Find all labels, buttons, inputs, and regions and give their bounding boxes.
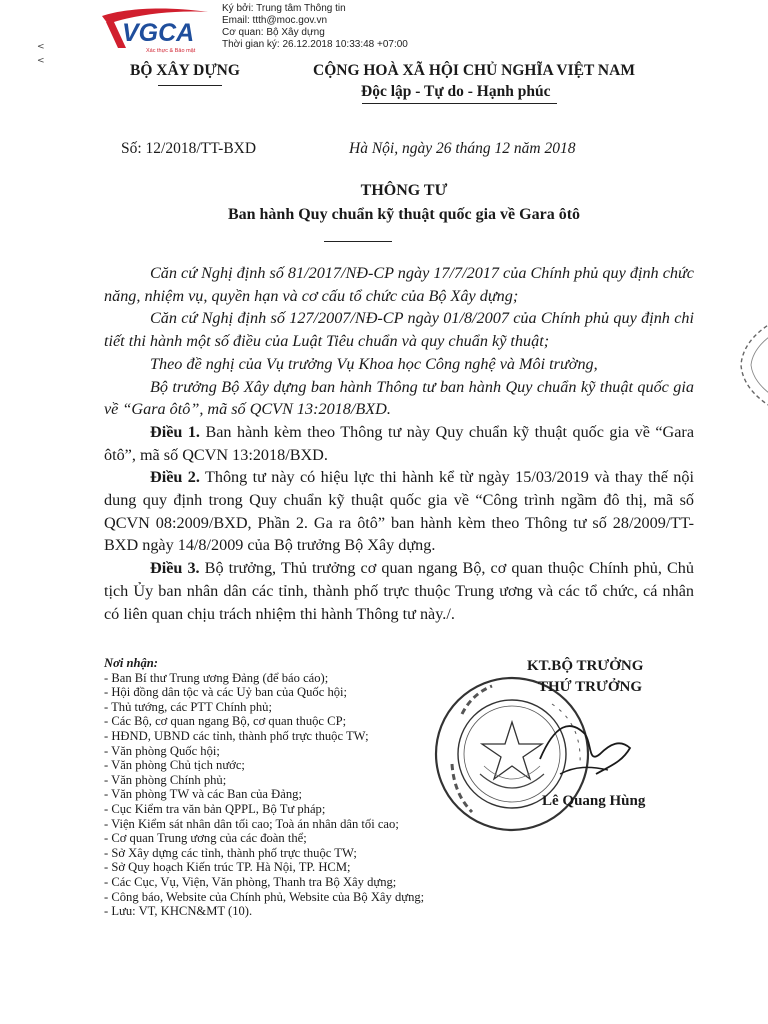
recipient-item: - Cục Kiểm tra văn bản QPPL, Bộ Tư pháp; [104,801,326,816]
signing-time: Thời gian ký: 26.12.2018 10:33:48 +07:00 [222,39,408,50]
recipient-item: - Lưu: VT, KHCN&MT (10). [104,904,253,919]
recipients-list [104,656,434,919]
signer-title-minister: KT.BỘ TRƯỞNG [527,658,644,674]
article-1 [104,421,694,466]
legal-basis-4: Bộ trưởng Bộ Xây dựng ban hành Thông tư ban hành Quy chuẩn kỹ thuật quốc gia về “Gara ôtô”, mã số QCVN 13:2018/BXD. [104,377,694,419]
partial-seal-edge [735,320,768,410]
subject-underline [324,241,392,242]
recipient-item: - Công báo, Website của Chính phủ, Website của Bộ Xây dựng; [104,889,425,904]
article-3-label: Điều 3. [150,559,200,578]
handwritten-signature [530,704,650,794]
recipients-heading: Nơi nhận: [104,656,159,670]
article-2-label: Điều 2. [150,468,200,487]
legal-basis-1: Căn cứ Nghị định số 81/2017/NĐ-CP ngày 17/7/2017 của Chính phủ quy định chức năng, nhiệm vụ, quyền hạn và cơ cấu tổ chức của Bộ Xây dựng; [104,264,694,305]
national-motto: Độc lập - Tự do - Hạnh phúc [361,83,551,100]
document-subject: Ban hành Quy chuẩn kỹ thuật quốc gia về Gara ôtô [227,206,581,223]
article-3-text: Bộ trưởng, Thủ trưởng cơ quan ngang Bộ, cơ quan thuộc Chính phủ, Chủ tịch Ủy ban nhân dân các tỉnh, thành phố trực thuộc Trung ương và các tổ chức, cá nhân có liên quan chịu trách nhiệm thi hành Thông tư này./. [104,559,694,623]
article-2 [104,466,694,557]
recipient-item: - Văn phòng Chủ tịch nước; [104,758,245,773]
document-body [104,262,694,625]
margin-mark: < [37,42,45,52]
signer-agency: Cơ quan: Bộ Xây dựng [222,27,325,38]
place-date: Hà Nội, ngày 26 tháng 12 năm 2018 [349,140,576,157]
recipient-item: - Sở Quy hoạch Kiến trúc TP. Hà Nội, TP. HCM; [104,860,351,875]
article-1-text: Ban hành kèm theo Thông tư này Quy chuẩn kỹ thuật quốc gia về “Gara ôtô”, mã số QCVN 13:2018/BXD. [104,422,695,464]
recipient-item: - Văn phòng Chính phủ; [104,772,227,787]
recipient-item: - Viện Kiểm sát nhân dân tối cao; Toà án nhân dân tối cao; [104,816,399,831]
logo-text: VGCA [122,19,195,47]
signer-email: Email: ttth@moc.gov.vn [222,15,327,26]
national-title: CỘNG HOÀ XÃ HỘI CHỦ NGHĨA VIỆT NAM [313,62,635,79]
document-type: THÔNG TƯ [360,182,448,199]
recipient-item: - Các Bộ, cơ quan ngang Bộ, cơ quan thuộc CP; [104,714,347,729]
recipient-item: - Sở Xây dựng các tỉnh, thành phố trực thuộc TW; [104,845,357,860]
motto-underline [362,103,557,104]
article-2-text: Thông tư này có hiệu lực thi hành kể từ ngày 15/03/2019 và thay thế nội dung quy định trong Quy chuẩn kỹ thuật quốc gia về “Công trình ngầm đô thị, mã số QCVN 08:2009/BXD, Phần 2. Ga ra ôtô” ban hành kèm theo Thông tư số 28/2009/TT-BXD ngày 14/8/2009 của Bộ trưởng Bộ Xây dựng. [104,468,694,555]
signer-title-deputy: THỨ TRƯỞNG [538,679,643,695]
logo-tagline: Xác thực & Bảo mật [146,48,196,54]
issuing-agency: BỘ XÂY DỰNG [130,62,240,79]
article-1-label: Điều 1. [150,422,200,441]
recipient-item: - HĐND, UBND các tỉnh, thành phố trực thuộc TW; [104,728,369,743]
recipient-item: - Văn phòng TW và các Ban của Đảng; [104,787,302,802]
recipient-item: - Thủ tướng, các PTT Chính phủ; [104,699,272,714]
agency-underline [158,85,222,86]
recipient-item: - Hội đồng dân tộc và các Uỷ ban của Quốc hội; [104,685,348,700]
legal-basis-2: Căn cứ Nghị định số 127/2007/NĐ-CP ngày 01/8/2007 của Chính phủ quy định chi tiết thi hành một số điều của Luật Tiêu chuẩn và quy chuẩn kỹ thuật; [104,309,694,351]
margin-mark: < [37,56,45,66]
article-3 [104,557,694,625]
vgca-logo [96,4,224,56]
recipient-item: - Văn phòng Quốc hội; [104,743,220,758]
document-number: Số: 12/2018/TT-BXD [121,140,257,157]
legal-basis-3: Theo đề nghị của Vụ trưởng Vụ Khoa học Công nghệ và Môi trường, [150,354,598,373]
recipient-item: - Ban Bí thư Trung ương Đảng (để báo cáo); [104,670,329,685]
digital-signature-info [222,3,408,51]
recipient-item: - Các Cục, Vụ, Viện, Văn phòng, Thanh tra Bộ Xây dựng; [104,874,397,889]
signer-name: Lê Quang Hùng [542,793,646,809]
signed-by: Ký bởi: Trung tâm Thông tin [222,3,346,14]
recipient-item: - Cơ quan Trung ương của các đoàn thể; [104,831,307,846]
